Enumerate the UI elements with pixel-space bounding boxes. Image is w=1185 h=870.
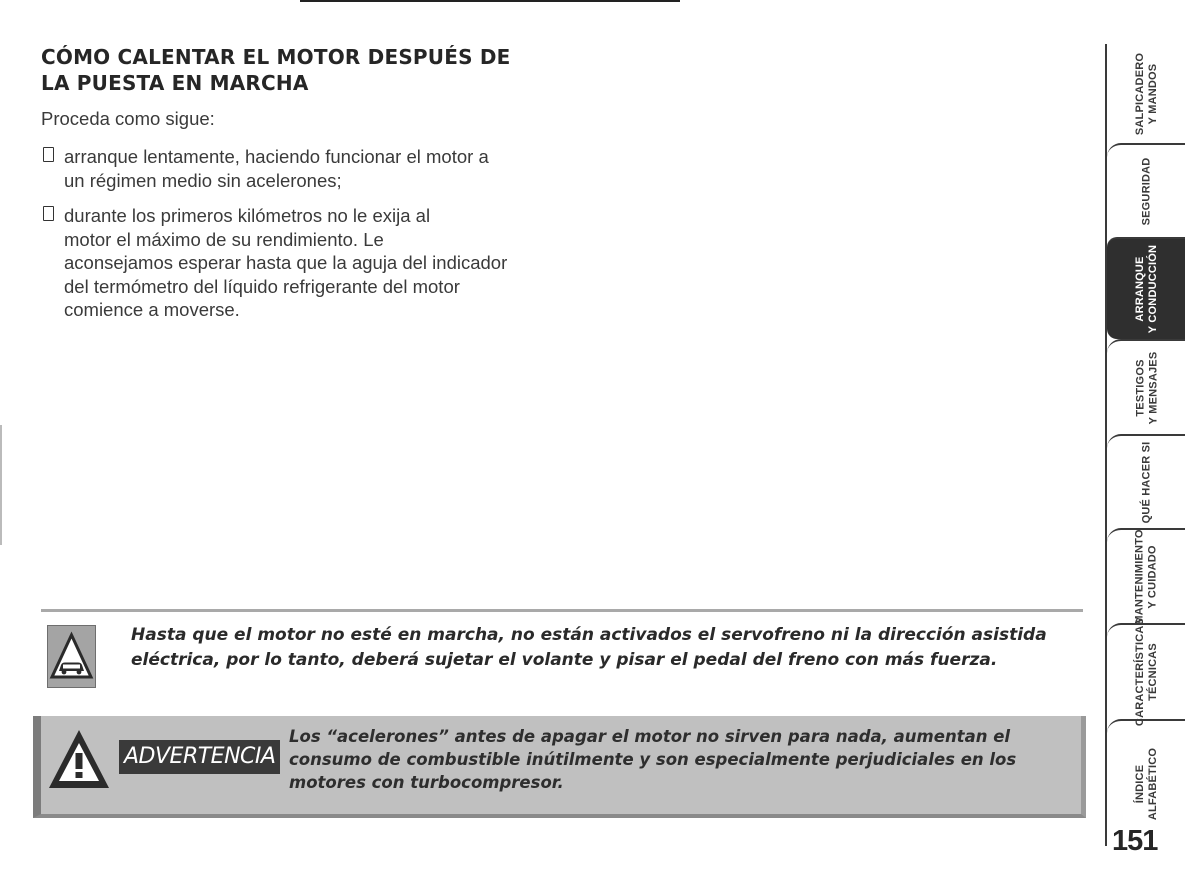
section-tabs	[1105, 44, 1185, 846]
tab-label-line: ALFABÉTICO	[1147, 747, 1159, 820]
tab-label	[1141, 157, 1154, 225]
tab-label-line: TESTIGOS	[1134, 358, 1146, 417]
page-edge-mark	[0, 425, 2, 545]
list-item-line: del termómetro del líquido refrigerante del motor	[64, 275, 460, 297]
list-item-line: un régimen medio sin acelerones;	[64, 169, 342, 191]
tab-label	[1134, 618, 1160, 726]
list-item-text	[64, 204, 541, 322]
tab-label-line: Y CONDUCCIÓN	[1147, 244, 1159, 334]
tab-label-line: MANTENIMIENTO	[1134, 528, 1147, 625]
warning-line: motores con turbocompresor.	[289, 773, 564, 792]
tab-arranque-active[interactable]	[1107, 237, 1185, 339]
top-rule	[300, 0, 680, 2]
list-item	[41, 145, 541, 192]
caution-line: eléctrica, por lo tanto, deberá sujetar el volante y pisar el pedal del freno con más fuerza.	[131, 650, 998, 670]
tab-label	[1141, 441, 1154, 523]
heading-line-2: LA PUESTA EN MARCHA	[41, 71, 309, 95]
tab-label-line: SALPICADERO	[1134, 52, 1147, 135]
caution-line: Hasta que el motor no esté en marcha, no están activados el servofreno ni la dirección asistida	[131, 625, 1047, 645]
warning-line: consumo de combustible inútilmente y son especialmente perjudiciales en los	[289, 750, 1017, 769]
tab-label-line: SEGURIDAD	[1140, 157, 1153, 225]
page-number: 151	[1112, 825, 1158, 857]
tab-label	[1134, 529, 1160, 624]
tab-label	[1134, 245, 1160, 333]
caution-note	[131, 623, 1051, 673]
warning-line: Los “acelerones” antes de apagar el motor no sirven para nada, aumentan el	[289, 727, 1011, 746]
tab-label	[1134, 52, 1160, 134]
tab-label-line: ÍNDICE	[1134, 764, 1146, 803]
tab-label-line: CARACTERÍSTICAS	[1134, 617, 1146, 727]
instruction-list	[41, 145, 541, 334]
heading-line-1: CÓMO CALENTAR EL MOTOR DESPUÉS DE	[41, 45, 511, 69]
tab-label-line: Y MANDOS	[1147, 63, 1160, 124]
section-heading	[41, 44, 561, 96]
list-item-line: arranque lentamente, haciendo funcionar el motor a	[64, 146, 489, 167]
car-warning-triangle-icon	[47, 625, 96, 688]
list-item-line: durante los primeros kilómetros no le exija al	[64, 205, 431, 226]
section-divider	[41, 609, 1083, 612]
tab-que-hacer-si[interactable]	[1107, 434, 1185, 528]
warning-label: ADVERTENCIA	[119, 740, 280, 774]
tab-mantenimiento[interactable]	[1107, 528, 1185, 623]
tab-label-line: QUÉ HACER SI	[1140, 441, 1153, 523]
warning-text	[289, 725, 1049, 794]
tab-label-line: TÉCNICAS	[1147, 643, 1159, 701]
checkbox-bullet-icon	[43, 206, 54, 221]
tab-label	[1134, 351, 1160, 424]
tab-testigos[interactable]	[1107, 339, 1185, 434]
tab-seguridad[interactable]	[1107, 143, 1185, 237]
tab-salpicadero[interactable]	[1107, 44, 1185, 143]
list-item-line: motor el máximo de su rendimiento. Le	[64, 228, 384, 250]
tab-label-line: ARRANQUE	[1134, 256, 1146, 322]
exclamation-triangle-icon	[46, 726, 112, 792]
list-item	[41, 204, 541, 322]
checkbox-bullet-icon	[43, 147, 54, 162]
list-item-line: comience a moverse.	[64, 299, 240, 320]
tab-label-line: Y CUIDADO	[1147, 544, 1160, 609]
list-item-line: aconsejamos esperar hasta que la aguja del indicador	[64, 252, 508, 273]
intro-text: Proceda como sigue:	[41, 108, 215, 129]
tab-label-line: Y MENSAJES	[1147, 351, 1159, 424]
tab-caracteristicas[interactable]	[1107, 617, 1185, 727]
list-item-text	[64, 145, 541, 192]
tab-label	[1134, 747, 1160, 819]
